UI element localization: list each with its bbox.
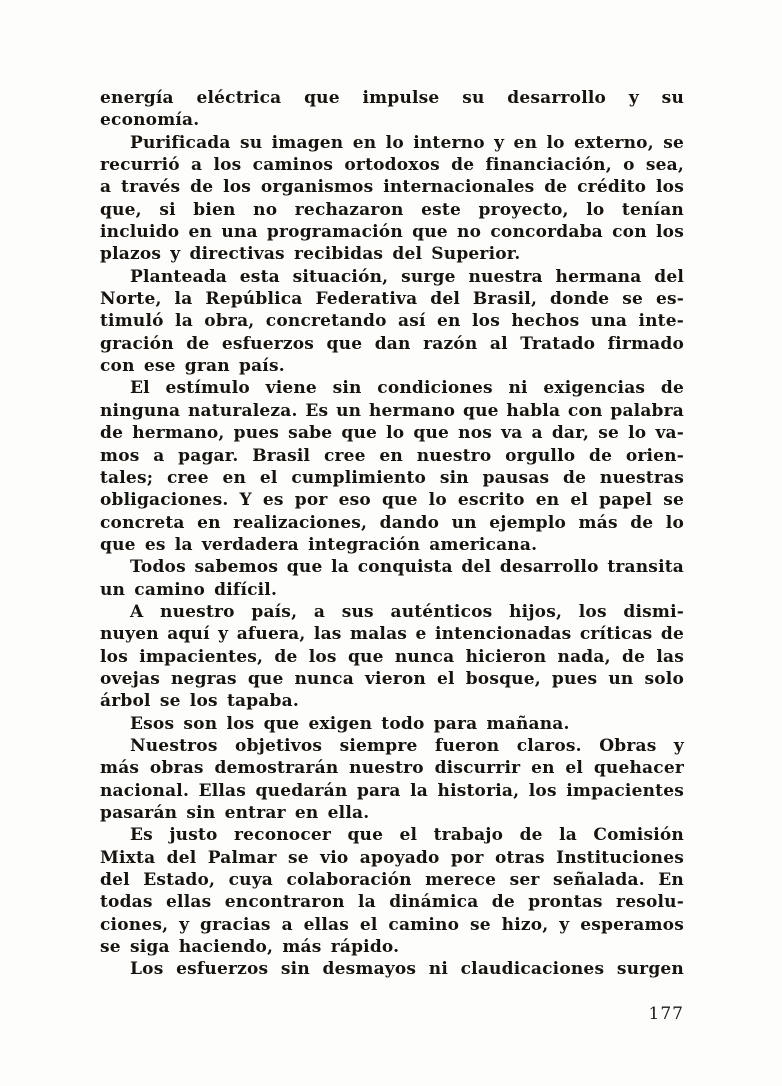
text-line: se siga haciendo, más rápido.: [100, 937, 400, 958]
text-line: pasarán sin entrar en ella.: [100, 803, 370, 823]
text-block: [100, 87, 684, 981]
text-line: Esos son los que exigen todo para mañana.: [130, 713, 570, 734]
text-line: a través de los organismos internacionales de crédito los: [100, 177, 684, 198]
text-line: Todos sabemos que la conquista del desarrollo transita: [130, 557, 684, 578]
paragraph: [100, 132, 684, 266]
text-line: Norte, la República Federativa del Brasil, donde se es-: [100, 289, 684, 310]
paragraph: [100, 713, 684, 735]
text-line: timuló la obra, concretando así en los hechos una inte-: [100, 311, 684, 332]
paragraph: [100, 266, 684, 378]
text-line: ninguna naturaleza. Es un hermano que habla con palabra: [100, 400, 684, 421]
text-line: los impacientes, de los que nunca hicieron nada, de las: [100, 646, 684, 667]
text-line: Los esfuerzos sin desmayos ni claudicaciones surgen: [130, 959, 684, 980]
text-line: nuyen aquí y afuera, las malas e intencionadas críticas de: [100, 624, 684, 645]
text-line: del Estado, cuya colaboración merece ser señalada. En: [100, 870, 684, 891]
text-line: concreta en realizaciones, dando un ejemplo más de lo: [100, 512, 684, 533]
text-line: Planteada esta situación, surge nuestra hermana del: [130, 266, 684, 287]
text-line: de hermano, pues sabe que lo que nos va a dar, se lo va-: [100, 423, 684, 444]
paragraph: [100, 87, 684, 132]
text-line: incluido en una programación que no concordaba con los: [100, 222, 684, 243]
text-line: que es la verdadera integración americana.: [100, 534, 538, 555]
text-line: obligaciones. Y es por eso que lo escrito en el papel se: [100, 490, 684, 511]
text-line: Nuestros objetivos siempre fueron claros. Obras y: [130, 735, 684, 756]
text-line: todas ellas encontraron la dinámica de prontas resolu-: [100, 892, 684, 913]
text-line: árbol se los tapaba.: [100, 691, 299, 712]
text-line: mos a pagar. Brasil cree en nuestro orgullo de orien-: [100, 445, 684, 466]
text-line: más obras demostrarán nuestro discurrir en el quehacer: [100, 758, 684, 779]
text-line: con ese gran país.: [100, 356, 285, 377]
text-line: nacional. Ellas quedarán para la historia, los impacientes: [100, 780, 684, 801]
text-line: Mixta del Palmar se vio apoyado por otras Instituciones: [100, 847, 684, 868]
paragraph: [100, 735, 684, 824]
text-line: Es justo reconocer que el trabajo de la Comisión: [130, 825, 684, 846]
paragraph: [100, 958, 684, 980]
text-line: tales; cree en el cumplimiento sin pausas de nuestras: [100, 467, 684, 488]
text-line: un camino difícil.: [100, 579, 278, 600]
text-line: recurrió a los caminos ortodoxos de financiación, o sea,: [100, 155, 684, 176]
text-line: ciones, y gracias a ellas el camino se hizo, y esperamos: [100, 914, 684, 935]
text-line: plazos y directivas recibidas del Superior.: [100, 244, 521, 265]
page-footer: [100, 1004, 684, 1024]
paragraph: [100, 377, 684, 556]
text-line: que, si bien no rechazaron este proyecto, lo tenían: [100, 199, 684, 220]
text-line: El estímulo viene sin condiciones ni exigencias de: [130, 378, 684, 399]
text-line: Purificada su imagen en lo interno y en lo externo, se: [130, 132, 684, 153]
text-line: ovejas negras que nunca vieron el bosque, pues un solo: [100, 668, 684, 689]
text-line: energía eléctrica que impulse su desarrollo y su: [100, 88, 684, 108]
paragraph: [100, 556, 684, 601]
page-number: 177: [648, 1004, 684, 1024]
paragraph: [100, 824, 684, 958]
text-line: A nuestro país, a sus auténticos hijos, los dismi-: [130, 601, 684, 622]
paragraph: [100, 601, 684, 713]
text-line: economía.: [100, 110, 200, 131]
text-line: gración de esfuerzos que dan razón al Tratado firmado: [100, 333, 684, 354]
